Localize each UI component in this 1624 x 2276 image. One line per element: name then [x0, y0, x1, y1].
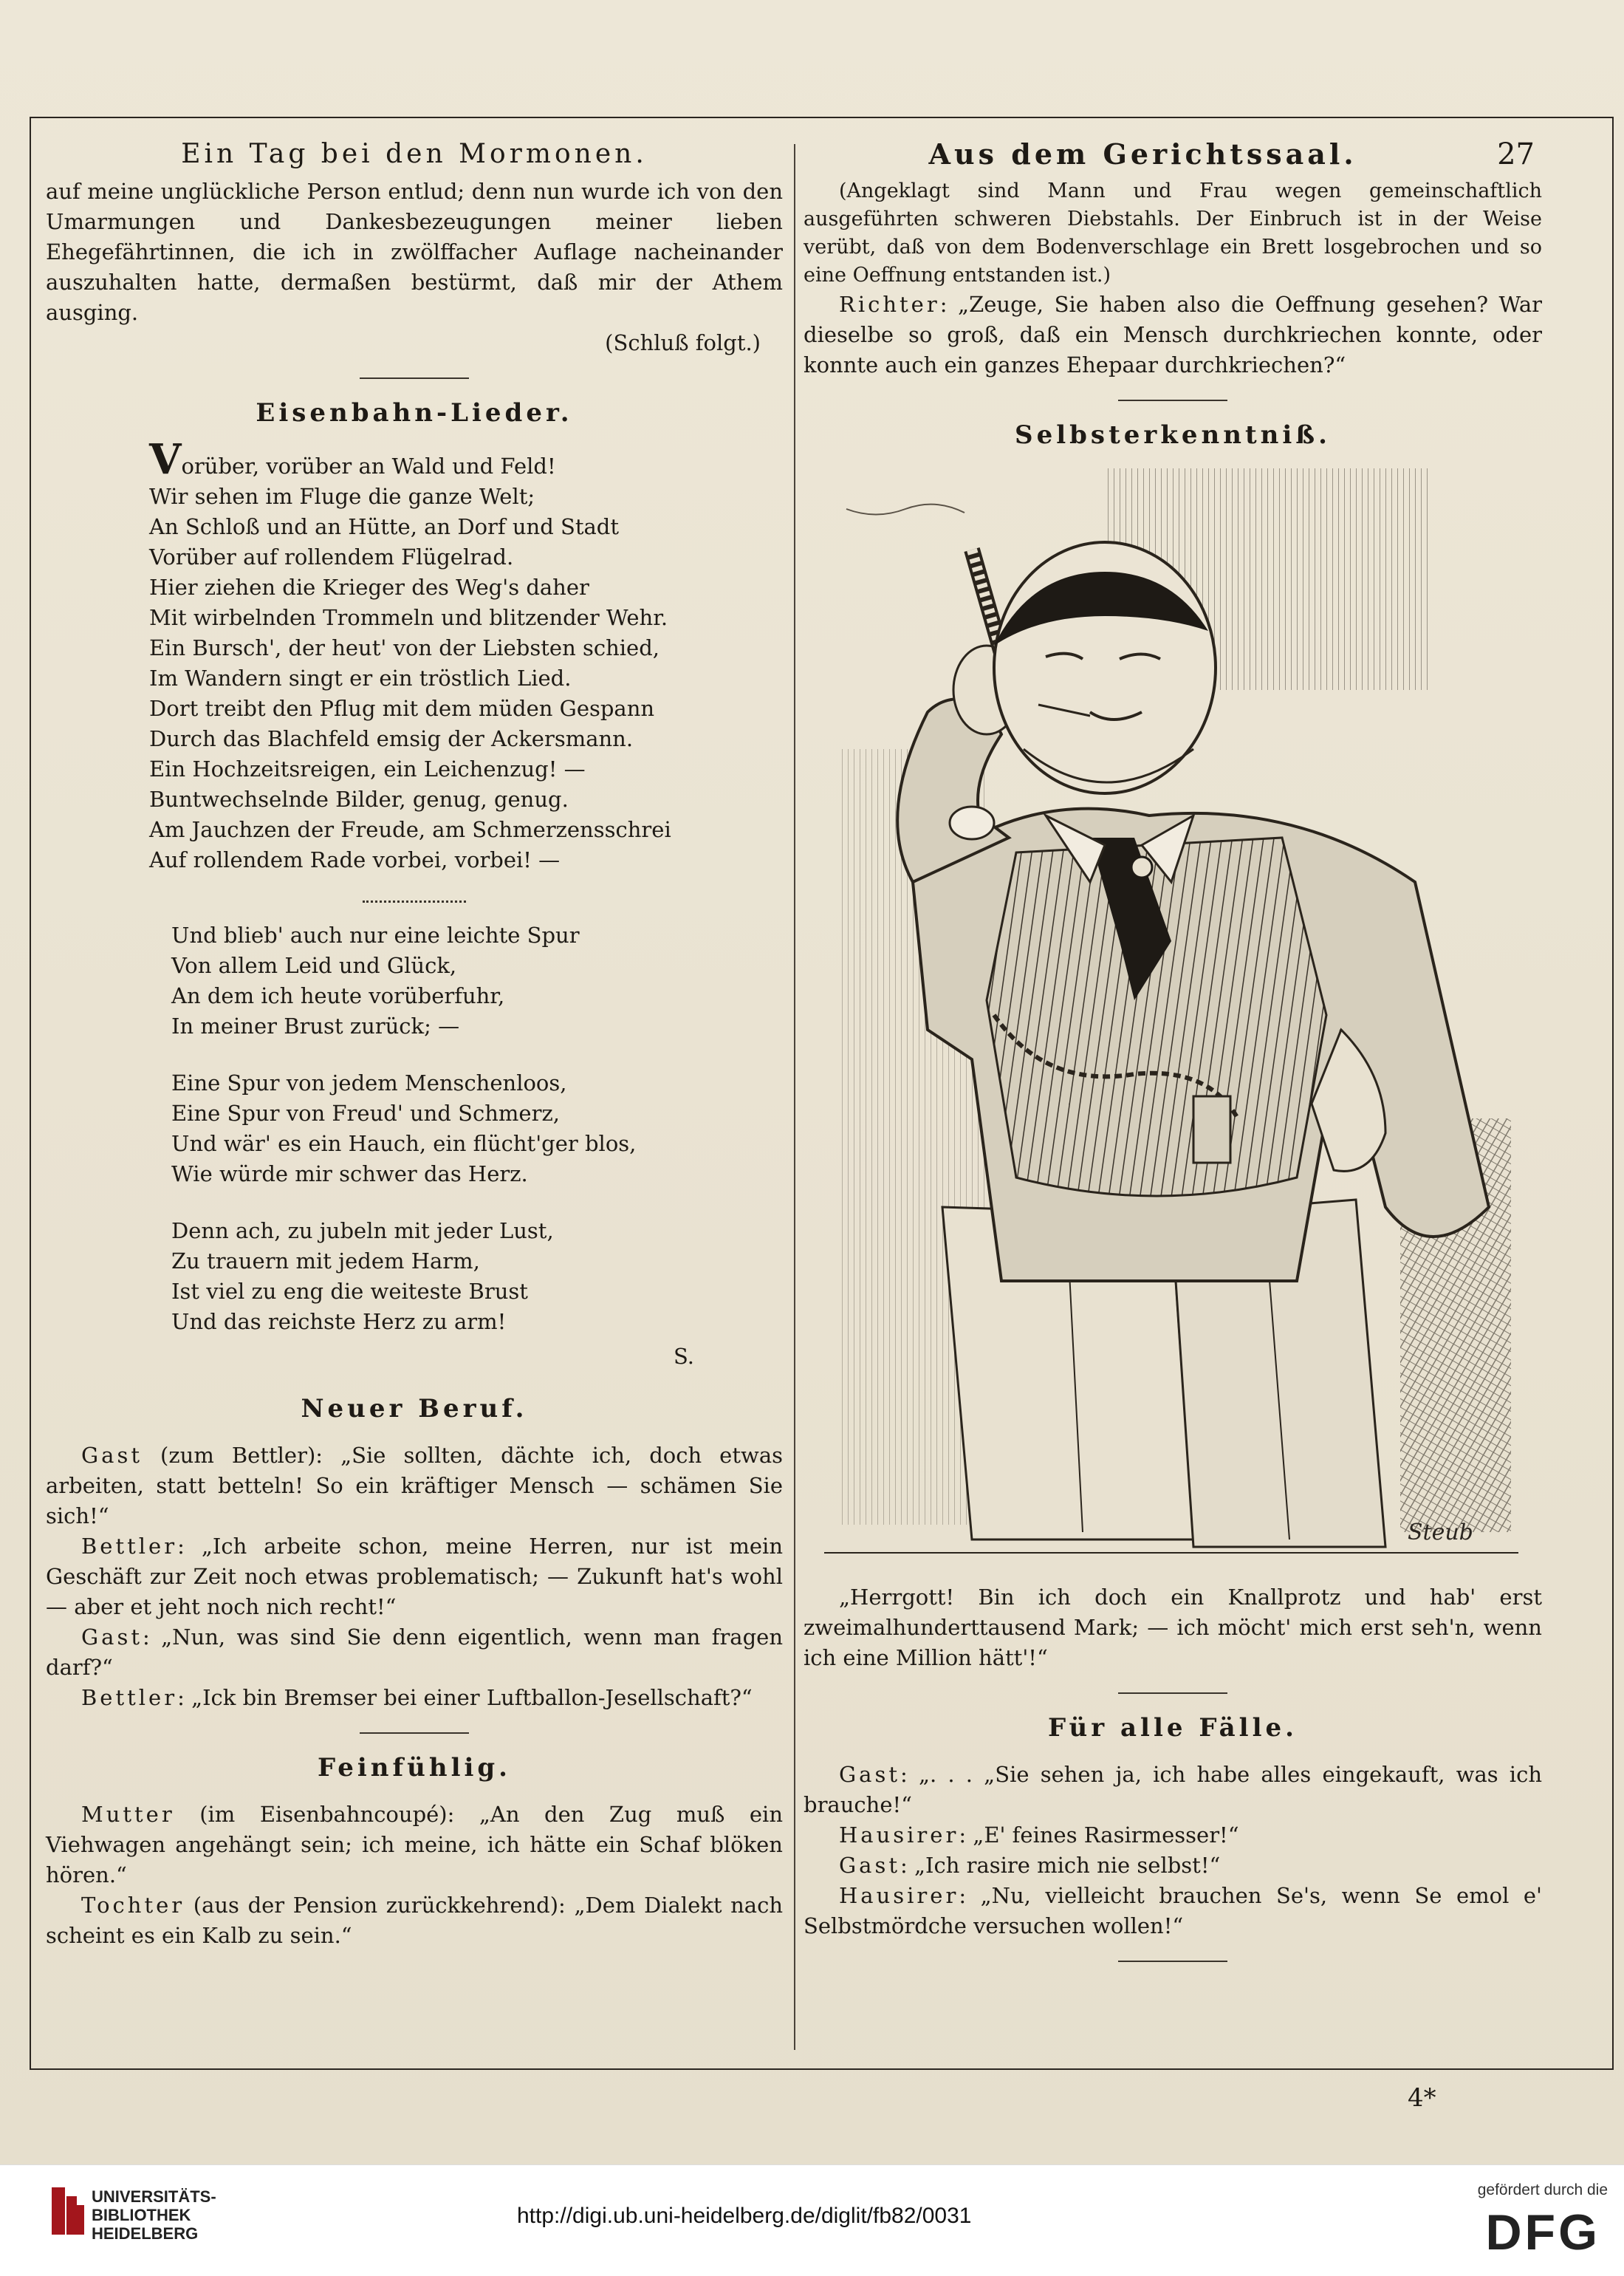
speaker-name: Gast — [81, 1624, 143, 1650]
poem-line: Ist viel zu eng die weiteste Brust — [171, 1279, 528, 1304]
poem-line: Vorüber auf rollendem Flügelrad. — [149, 544, 514, 570]
speaker-name: Hausirer — [839, 1883, 959, 1908]
frame-right-rule — [1612, 117, 1614, 2070]
poem-stanza-3 — [171, 1068, 783, 1189]
poem-title: Eisenbahn-Lieder. — [256, 398, 573, 428]
section-rule — [360, 377, 469, 379]
poem-line: Ein Bursch', der heut' von der Liebsten schied, — [149, 635, 659, 660]
permalink-url[interactable]: http://digi.ub.uni-heidelberg.de/diglit/fb82/0031 — [517, 2204, 972, 2228]
library-logo-icon — [47, 2181, 92, 2241]
selbsterkenntnis-title: Selbsterkenntniß. — [1015, 420, 1331, 450]
speaker-name: Mutter — [81, 1802, 175, 1827]
engraving-illustration — [824, 468, 1518, 1569]
poem-line: Mit wirbelnden Trommeln und blitzender Wehr. — [149, 605, 668, 630]
to-be-continued: (Schluß folgt.) — [605, 330, 761, 355]
poem-line: Im Wandern singt er ein tröstlich Lied. — [149, 666, 572, 691]
poem-line: Wie würde mir schwer das Herz. — [171, 1161, 528, 1186]
dialogue-text: (im Eisenbahncoupé): „An den Zug muß ein Viehwagen angehängt sein; ich meine, ich hätte ein Schaf blöken hören.“ — [46, 1802, 783, 1887]
institution-name — [92, 2187, 216, 2243]
dialogue-line — [46, 1531, 783, 1622]
dialogue-text: : „Zeuge, Sie haben also die Oeffnung gesehen? War dieselbe so groß, daß ein Mensch durchkriechen konnte, oder konnte auch ein ganzes Ehepaar durchkriechen?“ — [804, 292, 1542, 377]
poem-line: Und blieb' auch nur eine leichte Spur — [171, 923, 580, 948]
speaker-name: Gast — [839, 1762, 900, 1787]
cartoon-caption: „Herrgott! Bin ich doch ein Knallprotz und hab' erst zweimalhunderttausend Mark; — ich möcht' mich erst seh'n, wenn ich eine Million hätt'!“ — [804, 1585, 1542, 1670]
speaker-name: Hausirer — [839, 1822, 959, 1848]
speaker-name: Gast — [81, 1443, 143, 1468]
speaker-name: Gast — [839, 1853, 900, 1878]
dialogue-line — [804, 1850, 1542, 1881]
dialogue-line — [46, 1800, 783, 1890]
speaker-name: Bettler — [81, 1534, 178, 1559]
drop-initial: V — [149, 435, 182, 484]
poem-line: Buntwechselnde Bilder, genug, genug. — [149, 787, 569, 812]
story-ending: auf meine unglückliche Person entlud; denn nun wurde ich von den Umarmungen und Dankesbezeugungen meiner lieben Ehegefährtinnen, die ich in zwölffacher Auflage nacheinander auszuhalten hatte, dermaßen bestürmt, daß mir der Athem ausging. — [46, 179, 783, 325]
dialogue-text: (zum Bettler): „Sie sollten, dächte ich, doch etwas arbeiten, statt betteln! So ein kräftiger Mensch — schämen Sie sich!“ — [46, 1443, 783, 1528]
feinfuehlig-title: Feinfühlig. — [317, 1753, 512, 1783]
section-rule — [1118, 1961, 1227, 1962]
dfg-logo: DFG — [1485, 2204, 1600, 2260]
right-header — [804, 139, 1535, 170]
poem-stanza-1 — [149, 435, 783, 875]
dialogue-text: : „Ick bin Bremser bei einer Luftballon-Jesellschaft?“ — [177, 1685, 753, 1710]
poem-line: Und das reichste Herz zu arm! — [171, 1309, 507, 1334]
poem-line: An dem ich heute vorüberfuhr, — [171, 983, 505, 1008]
dialogue-line — [804, 1820, 1542, 1850]
poem-line: Hier ziehen die Krieger des Weg's daher — [149, 575, 589, 600]
dialogue-text: : „. . . „Sie sehen ja, ich habe alles eingekauft, was ich brauche!“ — [804, 1762, 1542, 1817]
dialogue-line — [46, 1890, 783, 1951]
speaker-name: Tochter — [81, 1893, 185, 1918]
dialogue-line — [46, 1441, 783, 1531]
poem-line: Dort treibt den Pflug mit dem müden Gespann — [149, 696, 655, 721]
poem-line: Von allem Leid und Glück, — [171, 953, 457, 978]
poem-line: Eine Spur von jedem Menschenloos, — [171, 1070, 567, 1096]
portly-man-cigar-illustration — [824, 468, 1518, 1569]
speaker-name: Richter — [839, 292, 940, 317]
dialogue-text: (aus der Pension zurückkehrend): „Dem Dialekt nach scheint es ein Kalb zu sein.“ — [46, 1893, 783, 1948]
page-number: 27 — [1497, 137, 1535, 171]
artist-signature: Steub — [1408, 1520, 1473, 1545]
dialogue-text: : „Ich rasire mich nie selbst!“ — [900, 1853, 1221, 1878]
fuer-alle-faelle-title: Für alle Fälle. — [1048, 1713, 1298, 1743]
dialogue-text: : „Ich arbeite schon, meine Herren, nur ist mein Geschäft zur Zeit noch etwas problematisch; — Zukunft hat's wohl — aber et jeht noch nich recht!“ — [46, 1534, 783, 1619]
poem-line: Ein Hochzeitsreigen, ein Leichenzug! — — [149, 756, 586, 782]
funding-label: gefördert durch die — [1477, 2181, 1608, 2198]
university-library-logo — [47, 2181, 92, 2241]
left-column — [46, 124, 783, 1951]
poem-line: Und wär' es ein Hauch, ein flücht'ger blos, — [171, 1131, 637, 1156]
poem-line: Am Jauchzen der Freude, am Schmerzensschrei — [149, 817, 671, 842]
court-intro: (Angeklagt sind Mann und Frau wegen gemeinschaftlich ausgeführten schweren Diebstahls. Der Einbruch ist in der Weise verübt, daß von dem Bodenverschlage ein Brett losgebrochen und so eine Oeffnung entstanden ist.) — [804, 180, 1542, 287]
section-rule — [1118, 1692, 1227, 1694]
poem-line: Denn ach, zu jubeln mit jeder Lust, — [171, 1218, 554, 1243]
poem-line: Eine Spur von Freud' und Schmerz, — [171, 1101, 560, 1126]
institution-line: HEIDELBERG — [92, 2224, 199, 2243]
dialogue-text: : „Nun, was sind Sie denn eigentlich, wenn man fragen darf?“ — [46, 1624, 783, 1680]
poem-line: Wir sehen im Fluge die ganze Welt; — [149, 484, 535, 509]
digitization-footer — [0, 2164, 1624, 2276]
left-running-head: Ein Tag bei den Mormonen. — [181, 139, 648, 169]
ornamental-divider — [363, 893, 466, 903]
poem-line: In meiner Brust zurück; — — [171, 1014, 460, 1039]
dialogue-text: : „E' feines Rasirmesser!“ — [959, 1822, 1239, 1848]
dialogue-line — [804, 290, 1542, 380]
poem-line — [149, 435, 783, 484]
institution-line: BIBLIOTHEK — [92, 2206, 191, 2224]
frame-bottom-rule — [30, 2068, 1614, 2070]
poem-stanza-2 — [171, 920, 783, 1042]
right-running-head: Aus dem Gerichtssaal. — [928, 137, 1357, 171]
poem-signature: S. — [673, 1344, 694, 1369]
poem-line-text: orüber, vorüber an Wald und Feld! — [181, 454, 556, 479]
section-rule — [1118, 400, 1227, 401]
poem-line: Zu trauern mit jedem Harm, — [171, 1248, 480, 1274]
poem-line: Durch das Blachfeld emsig der Ackersmann. — [149, 726, 634, 751]
frame-left-rule — [30, 117, 31, 2070]
dialogue-line — [804, 1881, 1542, 1941]
speaker-name: Bettler — [81, 1685, 178, 1710]
dialogue-line — [804, 1760, 1542, 1820]
section-rule — [360, 1732, 469, 1734]
dialogue-line — [46, 1622, 783, 1683]
dialogue-line — [46, 1683, 783, 1713]
institution-line: UNIVERSITÄTS- — [92, 2187, 216, 2206]
signature-mark: 4* — [1408, 2083, 1436, 2113]
column-divider — [794, 144, 795, 2050]
poem-line: Auf rollendem Rade vorbei, vorbei! — — [149, 847, 561, 872]
poem-stanza-4 — [171, 1216, 783, 1337]
dialogue-text: : „Nu, vielleicht brauchen Se's, wenn Se emol e' Selbstmördche versuchen wollen!“ — [804, 1883, 1542, 1938]
poem-line: An Schloß und an Hütte, an Dorf und Stadt — [149, 514, 620, 539]
beruf-title: Neuer Beruf. — [301, 1394, 528, 1424]
frame-top-rule — [30, 117, 1614, 118]
right-column — [804, 124, 1542, 1981]
